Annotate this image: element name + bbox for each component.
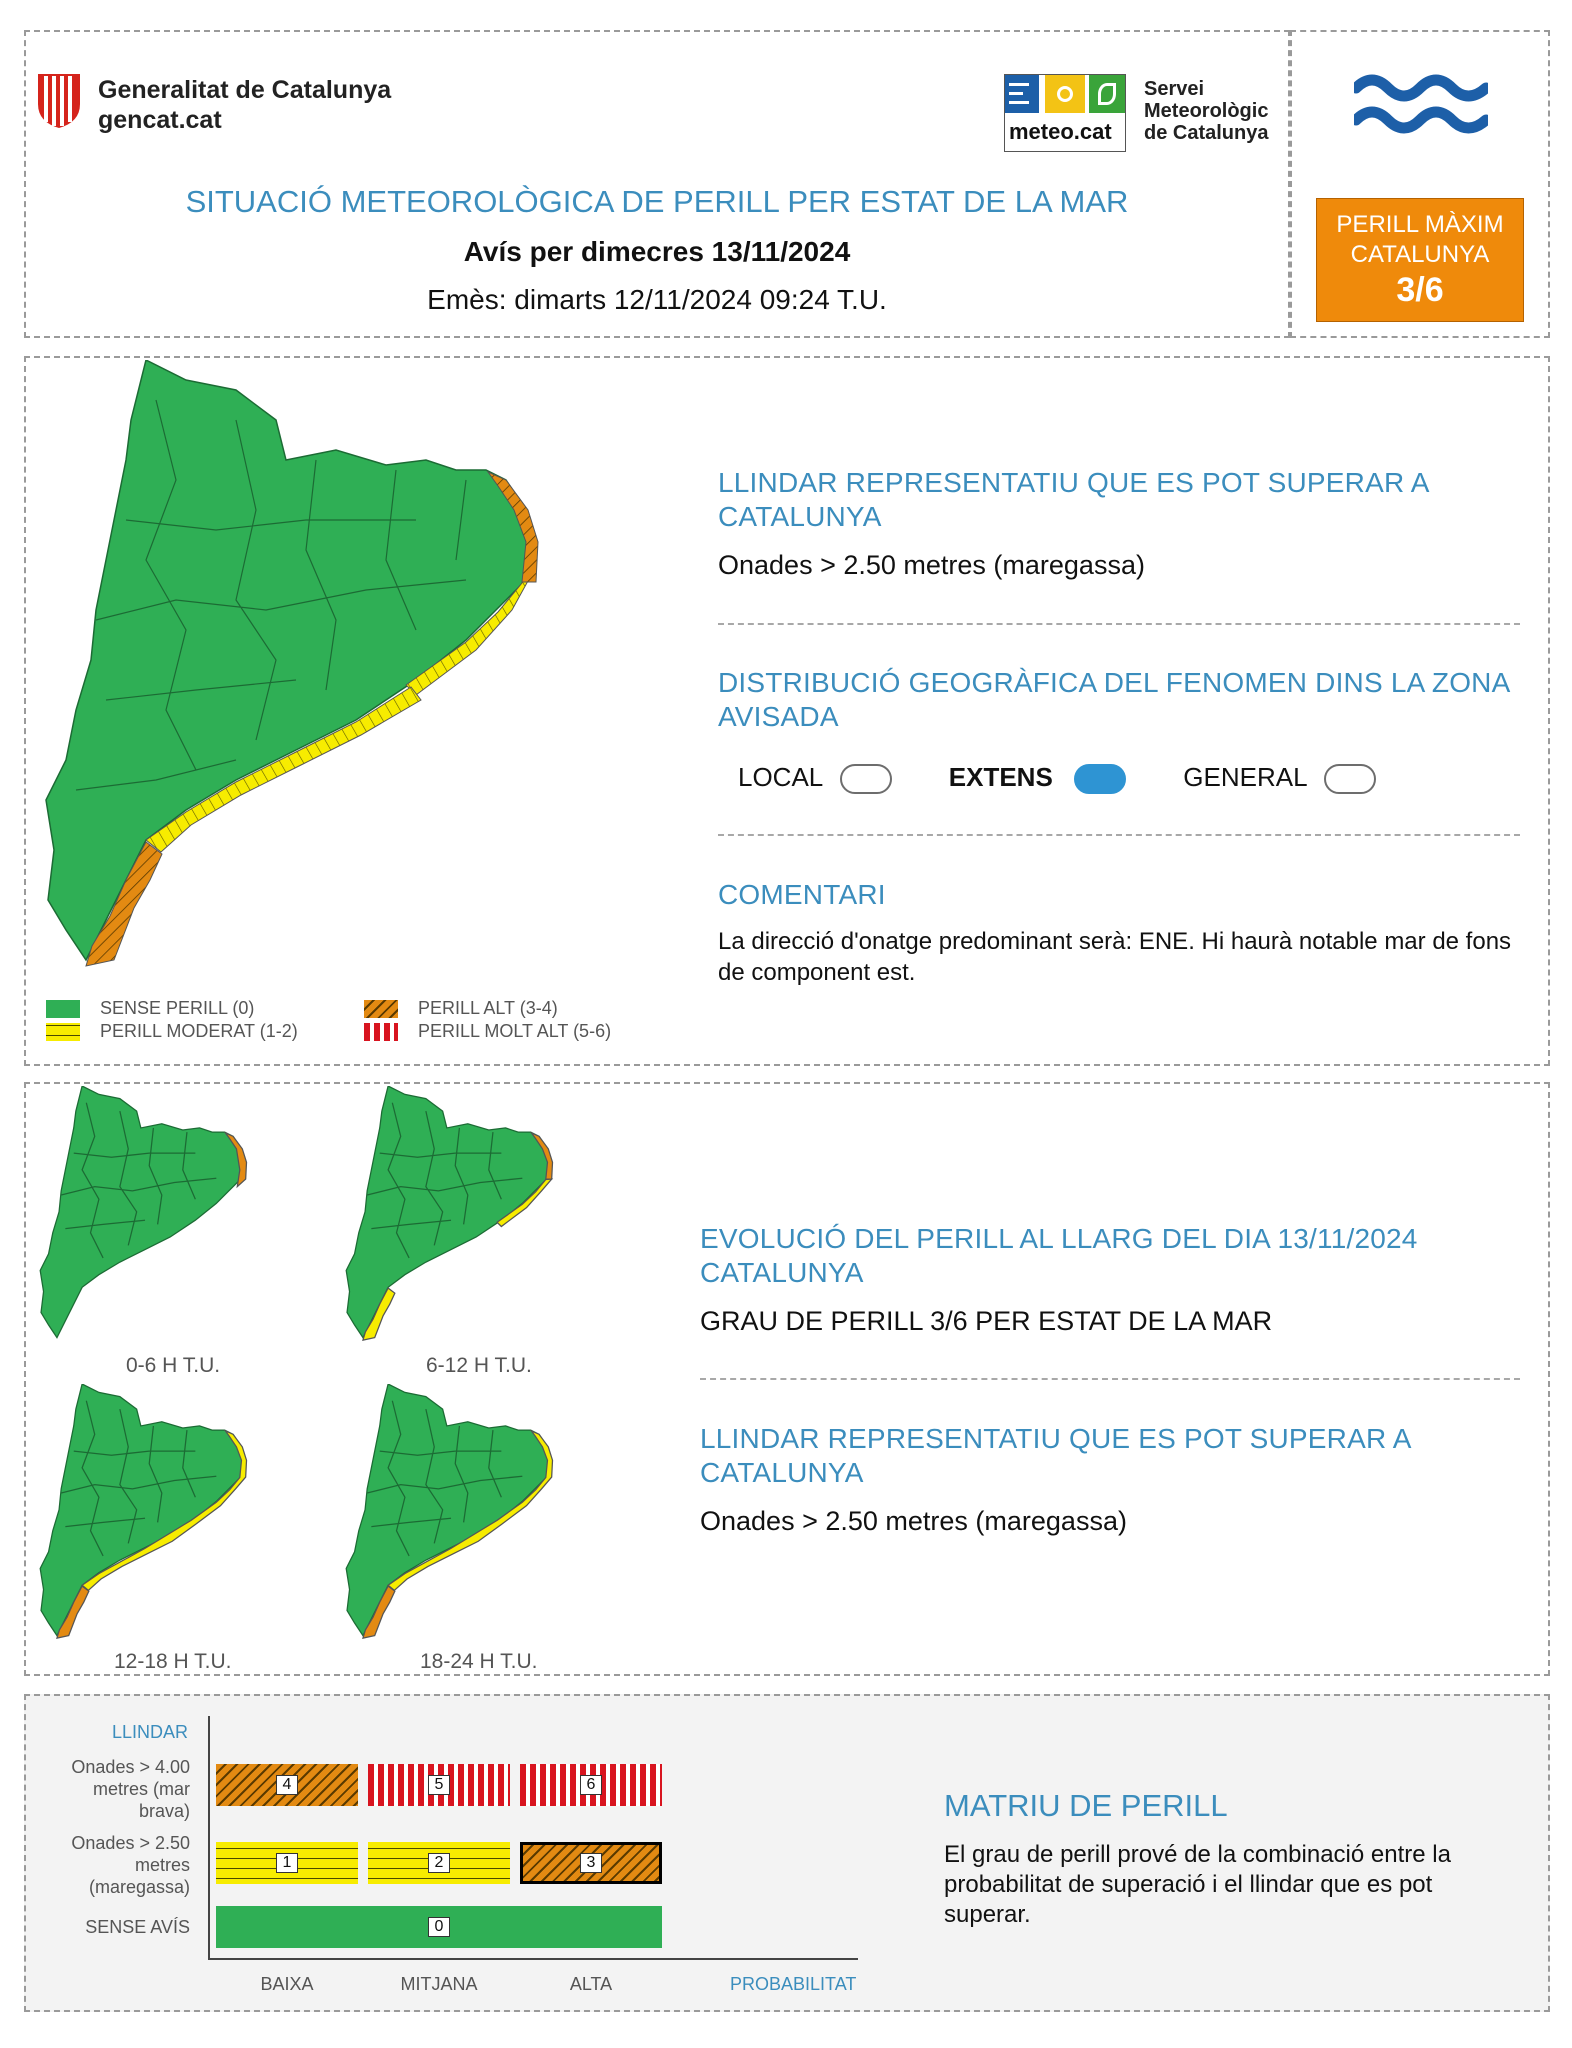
evolution-map-6-12 (342, 1086, 602, 1346)
page-subtitle: Avís per dimecres 13/11/2024 (463, 236, 851, 267)
legend-none: SENSE PERILL (0) (100, 998, 255, 1018)
legend-swatch-none (46, 1000, 80, 1018)
max-danger-value: 3/6 (1396, 271, 1444, 309)
legend-swatch-high (364, 1000, 398, 1018)
generalitat-logo[interactable] (34, 70, 84, 130)
leaf-icon (1089, 75, 1125, 113)
threshold-text: Onades > 2.50 metres (maregassa) (718, 550, 1145, 580)
row-label-brava: Onades > 4.00 metres (mar brava) (71, 1757, 190, 1821)
dist-general-label: GENERAL (1183, 762, 1307, 792)
evolution-map-18-24 (342, 1384, 602, 1644)
legend-high: PERILL ALT (3-4) (418, 998, 558, 1018)
smc-name-2: Meteorològic (1144, 100, 1269, 122)
issued-date: Emès: dimarts 12/11/2024 09:24 T.U. (427, 284, 887, 315)
col-label-high: ALTA (569, 1974, 613, 1994)
waves-icon (1354, 70, 1488, 142)
legend-swatch-very-high (364, 1023, 398, 1041)
dist-general-toggle[interactable] (1324, 764, 1376, 794)
matrix-cell-5: 5 (368, 1764, 510, 1806)
evolution-grade: GRAU DE PERILL 3/6 PER ESTAT DE LA MAR (700, 1306, 1273, 1336)
slot-0-6: 0-6 H T.U. (126, 1354, 221, 1377)
evolution-map-12-18 (36, 1384, 296, 1644)
legend-swatch-moderate (46, 1023, 80, 1041)
distribution-options (738, 762, 1376, 794)
dist-local-label: LOCAL (738, 762, 823, 792)
catalonia-danger-map (36, 360, 656, 980)
gencat-name: Generalitat de Catalunya (98, 76, 392, 104)
dist-local-toggle[interactable] (840, 764, 892, 794)
separator (718, 834, 1520, 836)
matrix-cell-2: 2 (368, 1842, 510, 1884)
evolution-map-0-6 (36, 1086, 296, 1346)
legend-moderate: PERILL MODERAT (1-2) (100, 1021, 298, 1041)
dist-extens-toggle[interactable] (1074, 764, 1126, 794)
slot-18-24: 18-24 H T.U. (420, 1650, 538, 1673)
col-label-mid: MITJANA (400, 1974, 478, 1994)
max-danger-line2: CATALUNYA (1350, 241, 1490, 268)
separator (700, 1378, 1520, 1380)
row-label-no-warning: SENSE AVÍS (85, 1917, 190, 1937)
distribution-title: DISTRIBUCIÓ GEOGRÀFICA DEL FENOMEN DINS LA ZONA AVISADA (718, 667, 1509, 732)
sun-icon (1045, 75, 1085, 113)
matrix-text: El grau de perill prové de la combinació entre la probabilitat de superació i el llindar que es pot superar. (944, 1841, 1451, 1928)
smc-name-1: Servei (1144, 78, 1205, 100)
matrix-cell-1: 1 (216, 1842, 358, 1884)
matrix-x-title: PROBABILITAT (730, 1974, 857, 1994)
col-label-low: BAIXA (260, 1974, 314, 1994)
separator (718, 623, 1520, 625)
row-label-maregassa: Onades > 2.50 metres (maregassa) (71, 1833, 190, 1897)
page-title: SITUACIÓ METEOROLÒGICA DE PERILL PER ESTAT DE LA MAR (185, 184, 1129, 219)
smc-name-3: de Catalunya (1144, 122, 1269, 144)
max-danger-badge (1316, 198, 1524, 322)
meteocat-logo[interactable] (1004, 74, 1126, 152)
comment-text: La direcció d'onatge predominant serà: ENE. Hi haurà notable mar de fons de component est. (718, 928, 1512, 986)
dist-extens-label: EXTENS (948, 762, 1053, 792)
gencat-site[interactable]: gencat.cat (98, 106, 222, 134)
max-danger-line1: PERILL MÀXIM (1336, 211, 1504, 238)
matrix-title: MATRIU DE PERILL (944, 1788, 1228, 1823)
meteocat-logo-text: meteo.cat (1009, 119, 1112, 144)
slot-6-12: 6-12 H T.U. (426, 1354, 532, 1377)
legend-very-high: PERILL MOLT ALT (5-6) (418, 1021, 612, 1041)
slot-12-18: 12-18 H T.U. (114, 1650, 232, 1673)
senyera-icon (34, 70, 84, 130)
matrix-cell-3-highlighted: 3 (520, 1842, 662, 1884)
matrix-cell-6: 6 (520, 1764, 662, 1806)
evolution-title: EVOLUCIÓ DEL PERILL AL LLARG DEL DIA 13/11/2024 CATALUNYA (700, 1223, 1418, 1288)
meteocat-blue-tile (1005, 75, 1039, 113)
threshold-title: LLINDAR REPRESENTATIU QUE ES POT SUPERAR A CATALUNYA (718, 467, 1429, 532)
evolution-threshold-text: Onades > 2.50 metres (maregassa) (700, 1506, 1127, 1536)
matrix-x-axis (208, 1958, 858, 1960)
matrix-cell-0: 0 (216, 1906, 662, 1948)
matrix-cell-4: 4 (216, 1764, 358, 1806)
comment-title: COMENTARI (718, 879, 886, 910)
matrix-y-axis (208, 1716, 210, 1960)
matrix-y-title: LLINDAR (112, 1722, 189, 1742)
evolution-threshold-title: LLINDAR REPRESENTATIU QUE ES POT SUPERAR A CATALUNYA (700, 1423, 1411, 1488)
